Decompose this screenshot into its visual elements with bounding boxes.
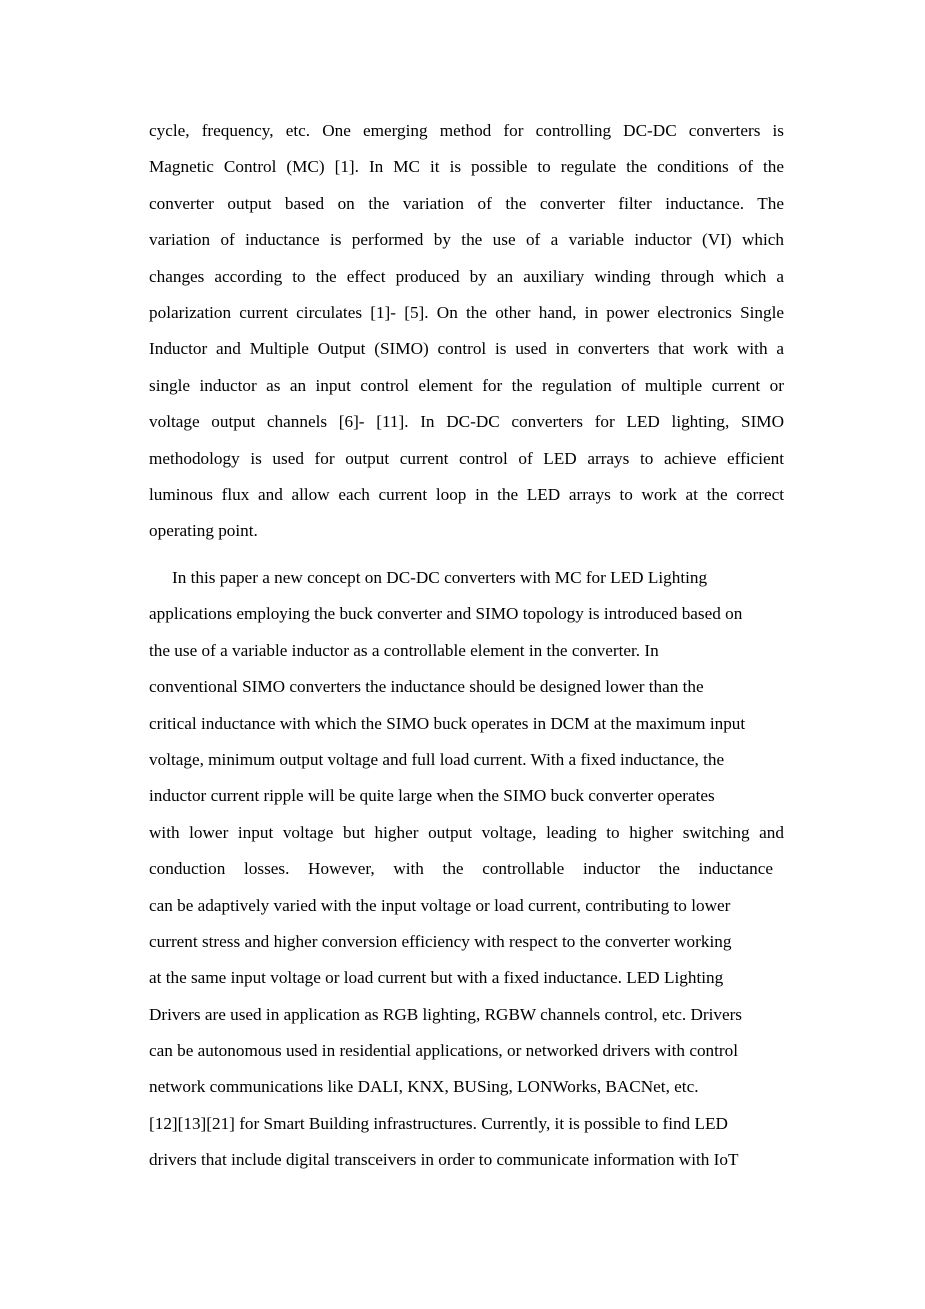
text-line: voltage output channels [6]- [11]. In DC-DC converters for LED lighting, SIMO <box>149 412 784 432</box>
text-line: single inductor as an input control element for the regulation of multiple current or <box>149 375 784 395</box>
text-line: variation of inductance is performed by the use of a variable inductor (VI) which <box>149 230 784 250</box>
text-line: drivers that include digital transceivers in order to communicate information with IoT <box>149 1150 739 1170</box>
text-line: methodology is used for output current control of LED arrays to achieve efficient <box>149 448 784 468</box>
text-line: Magnetic Control (MC) [1]. In MC it is possible to regulate the conditions of the <box>149 157 784 177</box>
text-line: Inductor and Multiple Output (SIMO) control is used in converters that work with a <box>149 339 784 359</box>
text-line: with lower input voltage but higher output voltage, leading to higher switching and <box>149 822 784 842</box>
text-line: can be autonomous used in residential applications, or networked drivers with control <box>149 1041 738 1061</box>
text-line: operating point. <box>149 521 258 541</box>
text-line: inductor current ripple will be quite large when the SIMO buck converter operates <box>149 786 715 806</box>
text-line: Drivers are used in application as RGB lighting, RGBW channels control, etc. Drivers <box>149 1004 742 1024</box>
text-line: cycle, frequency, etc. One emerging method for controlling DC-DC converters is <box>149 121 784 140</box>
text-line: In this paper a new concept on DC-DC converters with MC for LED Lighting <box>172 568 708 587</box>
text-line: critical inductance with which the SIMO buck operates in DCM at the maximum input <box>149 713 746 733</box>
paragraph-1 <box>149 113 784 550</box>
text-line: can be adaptively varied with the input voltage or load current, contributing to lower <box>149 895 731 915</box>
text-line: applications employing the buck converter and SIMO topology is introduced based on <box>149 604 743 624</box>
text-line: conventional SIMO converters the inductance should be designed lower than the <box>149 677 704 697</box>
text-line: at the same input voltage or load current but with a fixed inductance. LED Lighting <box>149 968 724 988</box>
text-line: [12][13][21] for Smart Building infrastructures. Currently, it is possible to find LED <box>149 1113 728 1133</box>
text-line: the use of a variable inductor as a controllable element in the converter. In <box>149 640 659 660</box>
text-line: voltage, minimum output voltage and full load current. With a fixed inductance, the <box>149 749 725 769</box>
text-line: converter output based on the variation of the converter filter inductance. The <box>149 193 784 213</box>
text-line: polarization current circulates [1]- [5]. On the other hand, in power electronics Single <box>149 302 784 322</box>
text-line: current stress and higher conversion efficiency with respect to the converter working <box>149 931 732 951</box>
text-line: network communications like DALI, KNX, BUSing, LONWorks, BACNet, etc. <box>149 1077 699 1097</box>
text-line: conduction losses. However, with the controllable inductor the inductance <box>149 859 773 879</box>
text-line: changes according to the effect produced by an auxiliary winding through which a <box>149 266 784 286</box>
text-line: luminous flux and allow each current loop in the LED arrays to work at the correct <box>149 484 784 504</box>
paragraph-2 <box>149 560 784 1179</box>
